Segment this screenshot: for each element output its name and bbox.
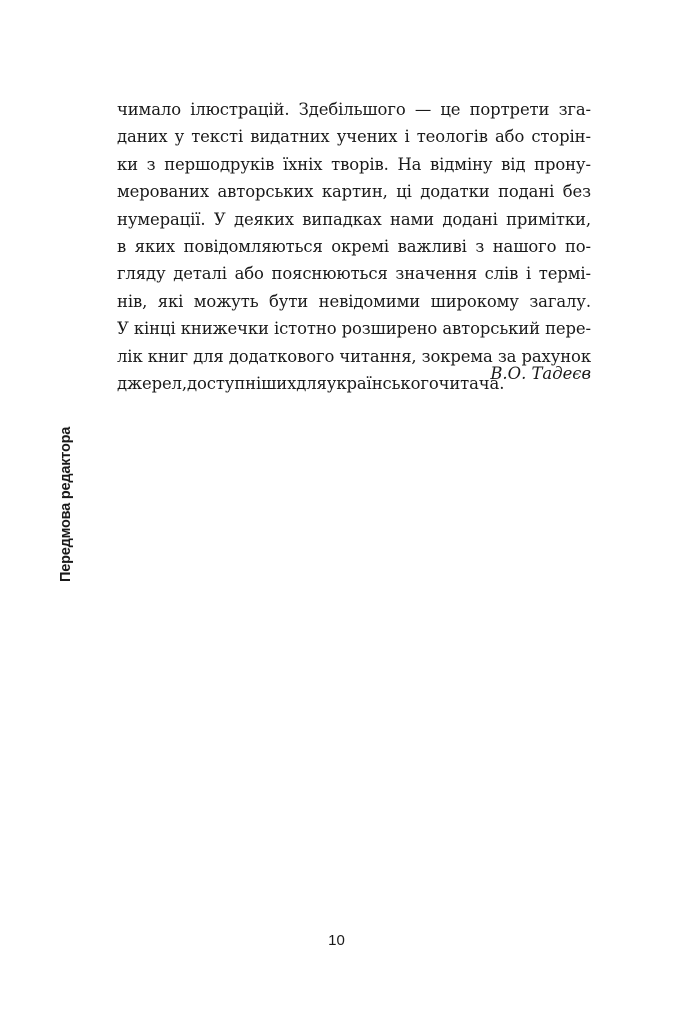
- word: даних: [117, 127, 168, 147]
- word: з: [475, 236, 485, 256]
- word: термі-: [538, 264, 591, 284]
- word: широкому: [430, 291, 519, 311]
- word: додані: [442, 209, 498, 229]
- word: рахунок: [521, 346, 591, 366]
- word: додаткового: [228, 346, 335, 366]
- word: деталі: [173, 264, 227, 284]
- body-line: [117, 123, 591, 150]
- body-line: [117, 288, 591, 315]
- word: картин,: [321, 182, 388, 202]
- word: з: [146, 154, 156, 174]
- word: для: [193, 346, 224, 366]
- word: деяких: [233, 209, 294, 229]
- word: зокрема: [421, 346, 493, 366]
- word: пояснюються: [271, 264, 388, 284]
- word: для: [296, 373, 327, 393]
- page-number: 10: [328, 932, 345, 949]
- word: окремі: [331, 236, 389, 256]
- word: за: [497, 346, 517, 366]
- word: випадках: [302, 209, 382, 229]
- word: або: [495, 127, 525, 147]
- word: значення: [395, 264, 477, 284]
- word: теологів: [416, 127, 488, 147]
- word: тексті: [191, 127, 244, 147]
- word: У: [117, 319, 129, 339]
- word: від: [501, 154, 526, 174]
- word: або: [234, 264, 264, 284]
- body-line: [117, 178, 591, 205]
- word: і: [404, 127, 410, 147]
- word: зга-: [558, 100, 591, 119]
- word: нашого: [492, 236, 557, 256]
- running-head: Передмова редактора: [58, 426, 74, 582]
- word: відміну: [430, 154, 493, 174]
- word: слів: [484, 264, 519, 284]
- word: це: [440, 100, 461, 119]
- word: розширено: [341, 319, 438, 339]
- word: по-: [564, 236, 591, 256]
- word: істотно: [273, 319, 337, 339]
- body-line: [117, 315, 591, 342]
- word: джерел,: [117, 373, 187, 393]
- word: подані: [498, 182, 555, 202]
- word: без: [562, 182, 591, 202]
- body-text: [117, 96, 591, 397]
- word: портрети: [469, 100, 550, 119]
- word: нами: [390, 209, 434, 229]
- word: ілюстрацій.: [190, 100, 290, 119]
- word: лік: [117, 346, 143, 366]
- word: доступніших: [187, 373, 297, 393]
- word: загалу.: [529, 291, 591, 311]
- word: ки: [117, 154, 138, 174]
- word: пере-: [545, 319, 591, 339]
- body-line: [117, 96, 591, 123]
- word: їхніх: [283, 154, 323, 174]
- word: прону-: [534, 154, 591, 174]
- word: в: [117, 236, 127, 256]
- word: Здебільшого: [298, 100, 406, 119]
- word: читання,: [339, 346, 417, 366]
- word: у: [174, 127, 185, 147]
- word: невідомими: [318, 291, 421, 311]
- word: повідомляються: [183, 236, 323, 256]
- body-line: [117, 206, 591, 233]
- word: українського: [326, 373, 439, 393]
- word: важливі: [397, 236, 467, 256]
- word: У: [213, 209, 226, 229]
- word: учених: [336, 127, 398, 147]
- word: читача.: [438, 373, 505, 393]
- author-signature: В.О. Тадеєв: [490, 364, 591, 383]
- word: авторських: [217, 182, 314, 202]
- word: чимало: [117, 100, 181, 119]
- word: можуть: [193, 291, 259, 311]
- word: книг: [147, 346, 188, 366]
- word: яких: [134, 236, 176, 256]
- word: творів.: [331, 154, 389, 174]
- word: нумерації.: [117, 209, 206, 229]
- word: На: [397, 154, 422, 174]
- word: які: [157, 291, 184, 311]
- body-line: [117, 260, 591, 287]
- word: нів,: [117, 291, 148, 311]
- word: додатки: [420, 182, 490, 202]
- word: бути: [269, 291, 309, 311]
- word: сторін-: [531, 127, 591, 147]
- word: видатних: [250, 127, 330, 147]
- word: першодруків: [164, 154, 275, 174]
- word: кінці: [133, 319, 176, 339]
- word: гляду: [117, 264, 166, 284]
- word: мерованих: [117, 182, 210, 202]
- word: авторський: [442, 319, 540, 339]
- word: —: [414, 100, 432, 119]
- body-line: [117, 151, 591, 178]
- word: примітки,: [506, 209, 591, 229]
- word: ці: [396, 182, 412, 202]
- word: і: [525, 264, 532, 284]
- word: книжечки: [180, 319, 269, 339]
- body-line: [117, 233, 591, 260]
